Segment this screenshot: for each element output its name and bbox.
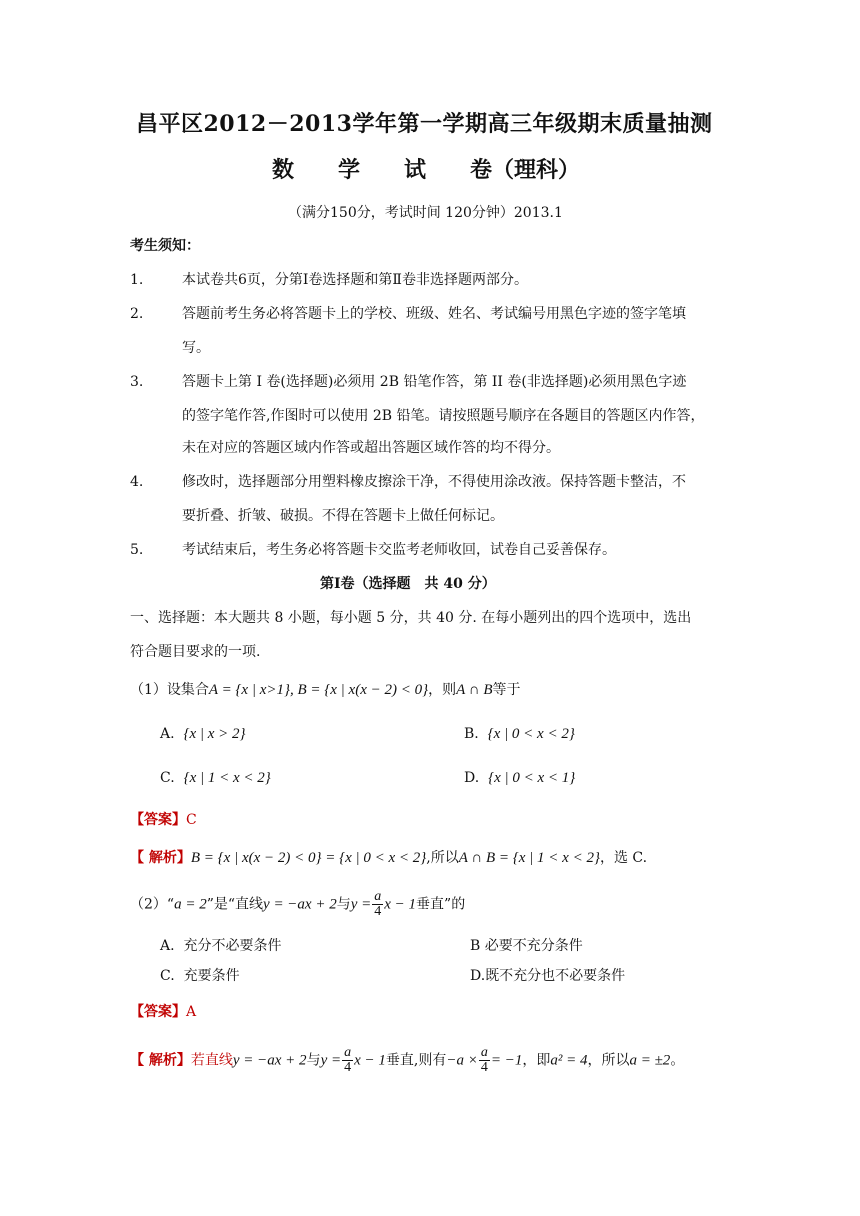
option-label: B. [464,726,479,742]
answer-label: 【答案】 [130,812,186,828]
option-a [160,936,281,956]
notice-line: 考试结束后，考生务必将答题卡交监考老师收回，试卷自己妥善保存。 [182,542,616,558]
stem-text: ”是“直线 [206,896,264,913]
option-b [464,724,575,744]
notice-num-3: 3. [130,374,144,390]
fraction-denominator: 4 [480,1060,488,1075]
analysis-math: a² = 4 [550,1052,588,1069]
option-text: 充要条件 [183,968,240,984]
analysis-text: 与 [306,1052,321,1069]
notice-line: 答题前考生务必将答题卡上的学校、班级、姓名、考试编号用黑色字迹的签字笔填 [182,306,686,322]
option-label: B [470,938,481,954]
analysis-label: 【 解析】 [130,850,191,866]
analysis-text: 若直线 [190,1052,233,1069]
analysis-text: 。 [670,1052,685,1069]
option-label: C. [160,968,175,984]
notice-line: 要折叠、折皱、破损。不得在答题卡上做任何标记。 [182,508,504,524]
fraction [342,1046,353,1075]
option-label: A. [160,938,175,954]
analysis-math: −a × [446,1052,478,1069]
notice-line: 修改时，选择题部分用塑料橡皮擦涂干净，不得使用涂改液。保持答题卡整洁，不 [182,474,686,490]
analysis-connector: ,所以 [426,850,459,866]
exam-info: （满分150分，考试时间 120分钟）2013.1 [288,205,563,221]
option-c [160,966,240,986]
notice-line: 的签字笔作答,作图时可以使用 2B 铅笔。请按照题号顺序在各题目的答题区内作答， [182,408,705,424]
notice-num-2: 2. [130,306,144,322]
option-label: D. [464,770,480,786]
option-text: {x | 1 < x < 2} [183,770,271,786]
section-heading: 第Ⅰ卷（选择题 共 40 分） [320,576,496,592]
option-text: {x | 0 < x < 1} [488,770,576,786]
option-text: 既不充分也不必要条件 [485,968,626,984]
question-1-analysis [130,848,647,868]
line-2-rhs: x − 1 [384,896,417,913]
analysis-text: ，所以 [587,1052,630,1069]
option-label: A. [160,726,175,742]
notice-num-4: 4. [130,474,144,490]
question-1-math: A ∩ B [456,682,493,698]
answer-value: A [186,1004,197,1020]
answer-value: C [186,812,197,828]
subtitle-word-3: 试 [404,157,427,183]
subtitle-word-1: 数 [272,157,295,183]
question-number: （2）“ [130,896,175,913]
analysis-label: 【 解析】 [130,1052,191,1069]
analysis-math: B = {x | x(x − 2) < 0} = {x | 0 < x < 2} [190,850,427,866]
fraction-numerator: a [344,1045,352,1060]
question-2-analysis [130,1046,684,1075]
notice-line: 写。 [182,340,210,356]
option-label: C. [160,770,175,786]
option-text: 必要不充分条件 [484,938,583,954]
option-label: D. [470,968,486,984]
notice-heading: 考生须知： [130,238,200,254]
analysis-text: 垂直,则有 [385,1052,447,1069]
option-c [160,768,271,788]
fraction-numerator: a [374,889,382,904]
line-1-math: y = −ax + 2 [263,896,337,913]
option-b [470,936,583,956]
page-subtitle [272,157,581,183]
analysis-math: y = [320,1052,342,1069]
notice-num-1: 1. [130,272,144,288]
page-title: 昌平区2012－2013学年第一学期高三年级期末质量抽测 [136,111,713,137]
analysis-math: = −1 [490,1052,523,1069]
line-2-lhs: y = [350,896,372,913]
option-text: {x | x > 2} [183,726,246,742]
notice-line: 答题卡上第 I 卷(选择题)必须用 2B 铅笔作答，第 II 卷(非选择题)必须用黑色字迹 [182,374,687,390]
analysis-math: x − 1 [354,1052,386,1069]
notice-num-5: 5. [130,542,144,558]
option-d [464,768,575,788]
fraction-denominator: 4 [374,904,382,919]
fraction [372,890,383,919]
answer-label: 【答案】 [130,1004,186,1020]
fraction-numerator: a [480,1045,488,1060]
question-1-stem [130,680,521,700]
notice-line: 未在对应的答题区域内作答或超出答题区域作答的均不得分。 [182,440,560,456]
stem-text: 与 [336,896,351,913]
analysis-math: A ∩ B = {x | 1 < x < 2} [458,850,600,866]
analysis-math: y = −ax + 2 [232,1052,307,1069]
stem-end: 等于 [492,682,521,698]
section-intro: 一、选择题：本大题共 8 小题，每小题 5 分，共 40 分. 在每小题列出的四个选项中，选出 [130,610,692,626]
fraction-denominator: 4 [344,1060,352,1075]
stem-text: 垂直”的 [416,896,466,913]
question-number: （1）设集合 [130,682,209,698]
subtitle-word-2: 学 [338,157,361,183]
option-text: {x | 0 < x < 2} [487,726,575,742]
question-1-math: A = {x | x>1}, B = {x | x(x − 2) < 0} [208,682,429,698]
option-text: 充分不必要条件 [183,938,282,954]
condition-math: a = 2 [174,896,207,913]
analysis-text: ，即 [522,1052,551,1069]
option-a [160,724,246,744]
section-intro: 符合题目要求的一项. [130,644,261,660]
question-2-stem [130,890,465,919]
fraction [479,1046,490,1075]
subtitle-word-4: 卷（理科） [470,157,581,183]
question-2-answer [130,1002,196,1022]
question-1-answer [130,810,197,830]
analysis-math: a = ±2 [629,1052,671,1069]
option-d [470,966,625,986]
analysis-end: ，选 C. [599,850,648,866]
notice-line: 本试卷共6页，分第Ⅰ卷选择题和第Ⅱ卷非选择题两部分。 [182,272,528,288]
stem-connector: ，则 [428,682,457,698]
